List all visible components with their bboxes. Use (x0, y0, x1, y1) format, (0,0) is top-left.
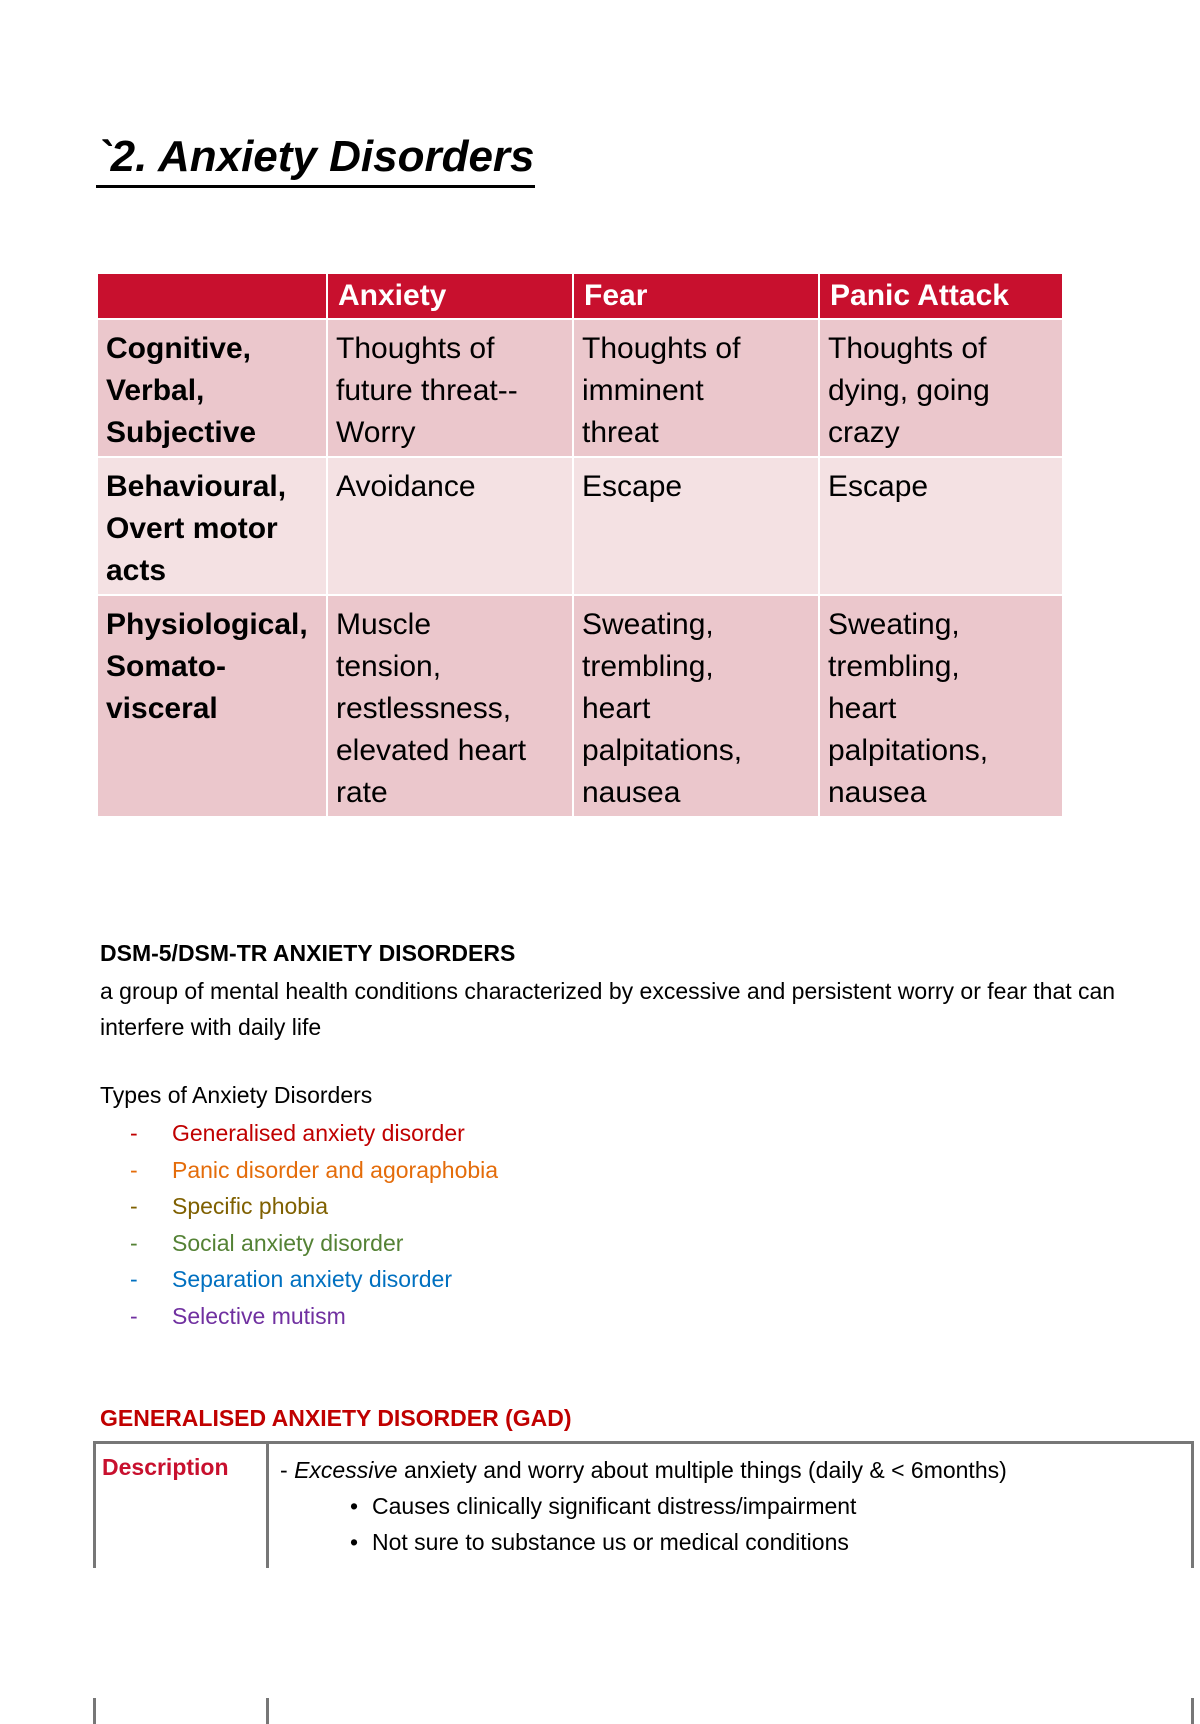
list-item (130, 1261, 498, 1298)
cell-line: future threat-- (336, 374, 518, 407)
cell-line: Escape (582, 470, 683, 503)
list-item-label: Selective mutism (172, 1302, 346, 1329)
cell-line: Sweating, (828, 608, 960, 641)
row-label-line: Somato- (106, 650, 226, 683)
table-cell (327, 457, 573, 595)
list-item-label: Separation anxiety disorder (172, 1266, 452, 1292)
table-header-cell: Fear (573, 273, 819, 319)
cell-line: palpitations, (828, 734, 989, 767)
row-label-line: Overt motor (106, 512, 278, 545)
cell-line: Thoughts of (582, 332, 741, 365)
bullet-icon: • (350, 1493, 359, 1519)
cell-line: Avoidance (336, 470, 476, 503)
cell-line: Muscle (336, 608, 432, 641)
sub-point-text: Not sure to substance us or medical conditions (372, 1529, 849, 1555)
dash-bullet-icon: - (130, 1193, 138, 1219)
dash-bullet-icon: - (130, 1302, 138, 1329)
cell-line: restlessness, (336, 692, 512, 725)
table-cell (573, 457, 819, 595)
cell-line: dying, going (828, 374, 990, 407)
table-cell (819, 457, 1063, 595)
table-header-cell (97, 273, 327, 319)
cell-line: crazy (828, 416, 900, 449)
gad-main-point: - Excessive anxiety and worry about multiple things (daily & < 6months) (280, 1457, 1007, 1483)
cell-line: Sweating, (582, 608, 714, 641)
table-row (97, 457, 1063, 595)
list-item-label: Specific phobia (172, 1193, 328, 1219)
cell-line: heart (828, 692, 897, 725)
cell-line: elevated heart (336, 734, 527, 767)
cell-line: Worry (336, 416, 416, 449)
sub-point-text: Causes clinically significant distress/impairment (372, 1493, 857, 1519)
list-item (130, 1152, 498, 1189)
cell-line: nausea (582, 776, 681, 809)
table-header-row (97, 273, 1063, 319)
table-row-label (97, 319, 327, 457)
gad-emphasis: Excessive (294, 1457, 398, 1483)
page-title: `2. Anxiety Disorders (96, 132, 535, 188)
dash-bullet-icon: - (130, 1156, 138, 1183)
cell-line: Thoughts of (336, 332, 495, 365)
list-item (130, 1115, 498, 1152)
row-label-line: acts (106, 554, 167, 587)
table-row-label (97, 457, 327, 595)
types-heading: Types of Anxiety Disorders (100, 1082, 373, 1108)
dsm-description: a group of mental health conditions characterized by excessive and persistent worry or fear that can interfere with daily life (100, 978, 1116, 1040)
dash-bullet-icon: - (130, 1229, 138, 1256)
cell-line: imminent (582, 374, 704, 407)
row-label-line: Behavioural, (106, 470, 287, 503)
list-item (130, 1298, 498, 1335)
table-row (97, 319, 1063, 457)
gad-heading: GENERALISED ANXIETY DISORDER (GAD) (100, 1405, 572, 1431)
table-cell (819, 595, 1063, 817)
list-item-label: Panic disorder and agoraphobia (172, 1156, 499, 1183)
table-cell (573, 319, 819, 457)
cell-line: Thoughts of (828, 332, 987, 365)
row-label-line: Cognitive, (106, 332, 252, 365)
bullet-icon: • (350, 1529, 359, 1555)
cell-line: palpitations, (582, 734, 743, 767)
row-label-line: visceral (106, 692, 218, 725)
list-item (130, 1225, 498, 1262)
dash-bullet-icon: - (130, 1266, 138, 1292)
cell-line: threat (582, 416, 659, 449)
table-header-cell: Panic Attack (819, 273, 1063, 319)
dash-bullet-icon: - (130, 1120, 138, 1146)
list-item-label: Social anxiety disorder (172, 1229, 404, 1256)
gad-sub-points (280, 1488, 1180, 1560)
gad-main-text: anxiety and worry about multiple things (daily & < 6months) (397, 1457, 1007, 1483)
table-row (97, 595, 1063, 817)
row-label-line: Verbal, (106, 374, 205, 407)
row-label-line: Subjective (106, 416, 257, 449)
table-cell (573, 595, 819, 817)
cell-line: nausea (828, 776, 927, 809)
table-cell (327, 319, 573, 457)
cell-line: tension, (336, 650, 442, 683)
table-cell (819, 319, 1063, 457)
table-cell (327, 595, 573, 817)
list-item-label: Generalised anxiety disorder (172, 1120, 465, 1146)
anxiety-comparison-table (96, 272, 1064, 818)
gad-description-label: Description (102, 1454, 229, 1480)
list-item (350, 1488, 1180, 1524)
cell-line: trembling, (582, 650, 714, 683)
cell-line: heart (582, 692, 651, 725)
row-label-line: Physiological, (106, 608, 308, 641)
types-list (130, 1115, 498, 1334)
page-bottom-margin (0, 1568, 1200, 1698)
table-header-cell: Anxiety (327, 273, 573, 319)
cell-line: rate (336, 776, 388, 809)
cell-line: trembling, (828, 650, 960, 683)
dsm-heading: DSM-5/DSM-TR ANXIETY DISORDERS (100, 940, 516, 966)
list-item (350, 1524, 1180, 1560)
list-item (130, 1188, 498, 1225)
table-row-label (97, 595, 327, 817)
cell-line: Escape (828, 470, 929, 503)
